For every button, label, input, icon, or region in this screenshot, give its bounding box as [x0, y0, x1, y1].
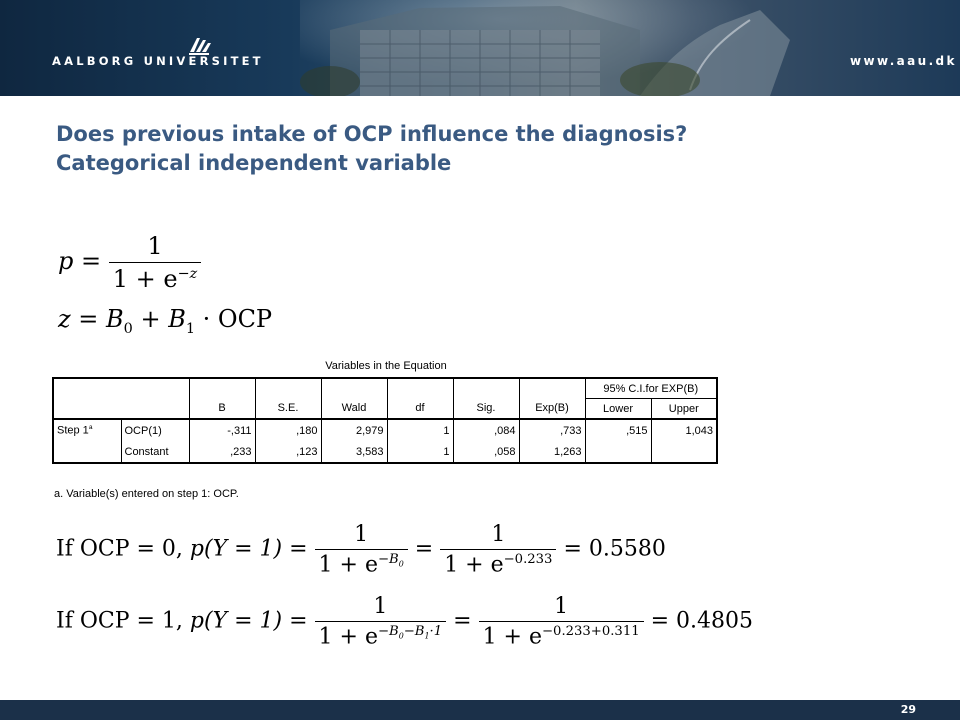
- fraction-symbolic: [315, 594, 447, 649]
- coefficient-b1: B: [168, 305, 186, 333]
- step-footnote-marker: a: [88, 424, 93, 432]
- step-label-cell: [53, 419, 121, 441]
- equals-sign: =: [414, 536, 434, 562]
- header-banner: [0, 0, 960, 96]
- table-row: [53, 419, 717, 441]
- probability-expression: p(Y = 1) =: [189, 608, 308, 634]
- cell-upper: 1,043: [651, 419, 717, 441]
- cell-df: 1: [387, 419, 453, 441]
- fraction-numerator: 1: [554, 594, 569, 619]
- cell-sig: ,084: [453, 419, 519, 441]
- variables-in-equation-table: [52, 377, 718, 464]
- cell-se: ,123: [255, 441, 321, 463]
- fraction-denominator: [440, 549, 556, 577]
- denominator-exponent: [378, 552, 404, 567]
- equation-z-lhs: z =: [58, 305, 99, 333]
- fraction-symbolic: [315, 522, 408, 577]
- equation-ocp-zero: [56, 522, 666, 577]
- cell-b: -,311: [189, 419, 255, 441]
- column-header-wald: Wald: [321, 378, 387, 419]
- column-header-df: df: [387, 378, 453, 419]
- exponent-b0-subscript: 0: [398, 631, 404, 641]
- campus-building-image: [0, 0, 960, 96]
- fraction-numeric: [440, 522, 556, 577]
- slide-title-line-2: Categorical independent variable: [56, 151, 452, 175]
- cell-expb: 1,263: [519, 441, 585, 463]
- column-header-se: S.E.: [255, 378, 321, 419]
- footer-bar: [0, 700, 960, 720]
- column-header-b: B: [189, 378, 255, 419]
- cell-lower: [585, 441, 651, 463]
- denominator-exponent: [378, 624, 442, 639]
- fraction-denominator: [315, 621, 447, 649]
- row-label: OCP(1): [124, 424, 162, 437]
- cell-upper: [651, 441, 717, 463]
- exponent-subscript: 0: [398, 559, 404, 569]
- exponent-tail: ·1: [429, 624, 443, 639]
- coefficient-b0-subscript: 0: [123, 320, 133, 337]
- denominator-exponent: −z: [177, 266, 198, 282]
- exponent-text: −B: [377, 552, 399, 567]
- step-label: Step 1: [57, 424, 89, 437]
- denominator-base: 1 + e: [318, 624, 378, 650]
- fraction-denominator: [479, 621, 644, 649]
- denominator-base: 1 + e: [318, 552, 378, 578]
- equation-linear-predictor: [58, 305, 272, 337]
- table-title: Variables in the Equation: [325, 360, 447, 372]
- university-url: www.aau.dk: [850, 54, 957, 68]
- page-number: 29: [900, 703, 916, 716]
- exponent-b0: −B: [377, 624, 399, 639]
- aau-logo-icon: [186, 34, 212, 56]
- table-header-row-1: [53, 378, 717, 399]
- exponent-b1: −B: [403, 624, 425, 639]
- condition-text: If OCP = 0,: [56, 536, 190, 562]
- column-header-sig: Sig.: [453, 378, 519, 419]
- result-value: = 0.4805: [650, 608, 754, 634]
- step-label-cell-empty: [53, 441, 121, 463]
- coefficient-b1-subscript: 1: [185, 320, 195, 337]
- denominator-exponent: −0.233+0.311: [542, 624, 640, 639]
- cell-sig: ,058: [453, 441, 519, 463]
- equation-p-fraction: [109, 232, 201, 293]
- probability-expression: p(Y = 1) =: [189, 536, 308, 562]
- denominator-base: 1 + e: [444, 552, 504, 578]
- fraction-denominator: [315, 549, 408, 577]
- fraction-numeric: [479, 594, 644, 649]
- column-header-expb: Exp(B): [519, 378, 585, 419]
- equation-p-lhs: p =: [58, 247, 102, 275]
- column-header-lower: Lower: [585, 399, 651, 420]
- ci-group-header: 95% C.I.for EXP(B): [585, 378, 717, 399]
- cell-wald: 3,583: [321, 441, 387, 463]
- equation-probability: [58, 232, 201, 293]
- cell-expb: ,733: [519, 419, 585, 441]
- equation-ocp-one: [56, 594, 753, 649]
- plus-sign: +: [132, 305, 169, 333]
- denominator-base: 1 + e: [112, 265, 178, 293]
- fraction-numerator: 1: [147, 232, 163, 260]
- result-value: = 0.5580: [563, 536, 666, 562]
- table-footnote: a. Variable(s) entered on step 1: OCP.: [54, 488, 239, 500]
- exponent-b1-subscript: 1: [424, 631, 430, 641]
- table-row: [53, 441, 717, 463]
- university-logo-text: AALBORG UNIVERSITET: [52, 54, 264, 68]
- row-label: Constant: [124, 445, 169, 458]
- fraction-denominator: [109, 262, 201, 293]
- fraction-numerator: 1: [373, 594, 388, 619]
- cell-wald: 2,979: [321, 419, 387, 441]
- denominator-base: 1 + e: [482, 624, 542, 650]
- column-header-upper: Upper: [651, 399, 717, 420]
- condition-text: If OCP = 1,: [56, 608, 190, 634]
- ocp-term: · OCP: [195, 305, 273, 333]
- fraction-numerator: 1: [354, 522, 369, 547]
- slide-title-line-1: Does previous intake of OCP influence the diagnosis?: [56, 122, 688, 146]
- slide-title: [56, 120, 687, 178]
- denominator-exponent: −0.233: [503, 552, 553, 567]
- cell-se: ,180: [255, 419, 321, 441]
- equals-sign: =: [453, 608, 472, 634]
- cell-b: ,233: [189, 441, 255, 463]
- coefficient-b0: B: [106, 305, 124, 333]
- header-blank-cell: [53, 378, 189, 419]
- cell-df: 1: [387, 441, 453, 463]
- fraction-numerator: 1: [491, 522, 506, 547]
- cell-lower: ,515: [585, 419, 651, 441]
